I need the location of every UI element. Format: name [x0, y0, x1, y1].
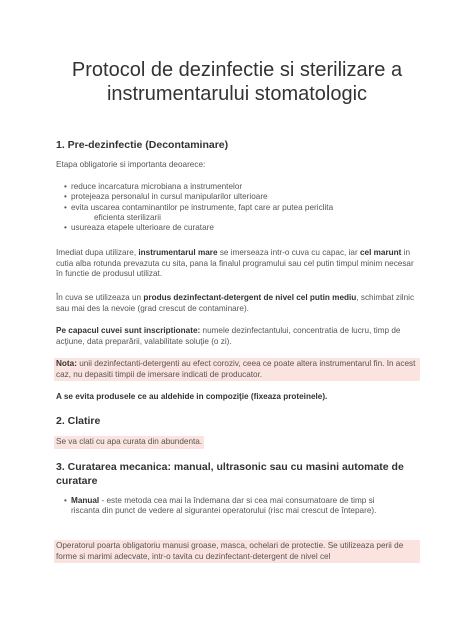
- list-item: • reduce incarcatura microbiana a instrumentelor: [64, 182, 333, 192]
- note-box: Nota: unii dezinfectanti-detergenti au efect coroziv, ceea ce poate altera instrumentarul fin. In acest caz, nu depasiti timpii de imersare indicati de producator.: [54, 358, 420, 381]
- list-item: • protejeaza personalul in cursul manipularilor ulterioare: [64, 192, 333, 202]
- paragraph-immersion: Imediat dupa utilizare, instrumentarul mare se imerseaza intr-o cuva cu capac, iar cel marunt in cutia alba rotunda prevazuta cu sita, pana la finalul programului sau cel putin timpul minim necesar în functie de produsul utilizat.: [56, 248, 414, 279]
- list-item: • Manual - este metoda cea mai la îndemana dar si cea mai consumatoare de timp si riscanta din punct de vedere al sigurantei operatorului (risc mai crescut de întepare).: [64, 496, 400, 517]
- section-heading-curatare: 3. Curatarea mecanica: manual, ultrasonic sau cu masini automate de curatare: [56, 461, 404, 487]
- paragraph-labels: Pe capacul cuvei sunt inscriptionate: numele dezinfectantului, concentratia de lucru, timp de acţiune, data preparării, valabilitate soluţie (o zi).: [56, 326, 401, 346]
- list-item: • usureaza etapele ulterioare de curatare: [64, 223, 333, 233]
- document-title: Protocol de dezinfectie si sterilizare a instrumentarului stomatologic: [71, 59, 403, 105]
- cleaning-methods-list: [64, 496, 400, 517]
- intro-text: Etapa obligatorie si importanta deoarece:: [56, 160, 206, 169]
- list-item: • evita uscarea contaminantilor pe instrumente, fapt care ar putea periclita eficienta sterilizarii: [64, 203, 333, 224]
- section-heading-predezinfectie: 1. Pre-dezinfectie (Decontaminare): [56, 139, 229, 151]
- operator-paragraph: Operatorul poarta obligatoriu manusi groase, masca, ochelari de protectie. Se utilizeaza perii de forme si marimi adecvate, intr-o tavita cu dezinfectant-detergent de nivel cel: [54, 540, 420, 563]
- paragraph-product: În cuva se utilizeaza un produs dezinfectant-detergent de nivel cel putin mediu, schimbat zilnic sau mai des la nevoie (grad crescut de contaminare).: [56, 293, 415, 313]
- section-heading-clatire: 2. Clatire: [56, 415, 101, 427]
- rinse-text: Se va clati cu apa curata din abundenta.: [54, 436, 204, 449]
- aldehyde-warning: A se evita produsele ce au aldehide in compoziţie (fixeaza proteinele).: [56, 392, 328, 401]
- reasons-list: [64, 182, 333, 233]
